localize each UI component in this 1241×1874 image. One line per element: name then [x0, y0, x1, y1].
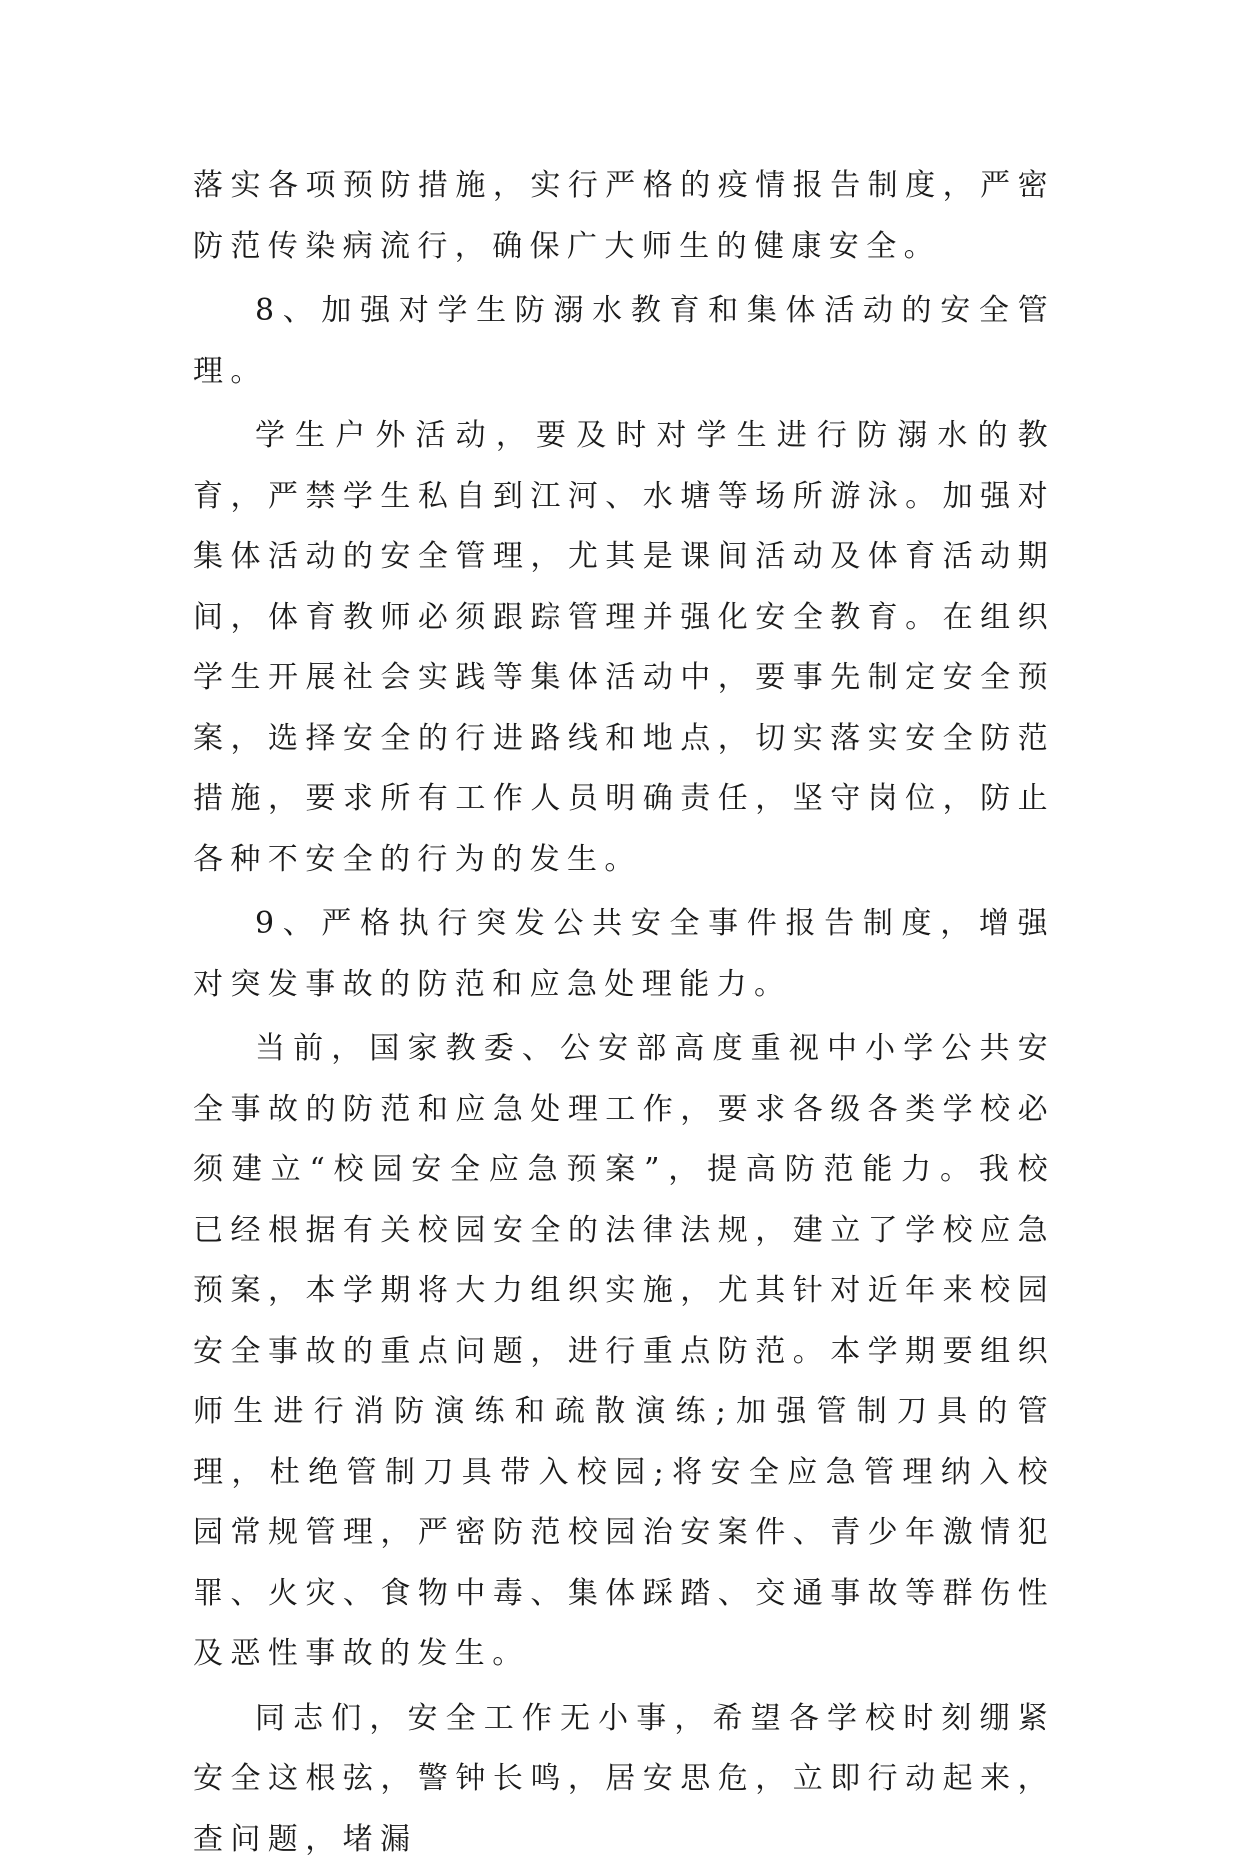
paragraph-closing: 同志们，安全工作无小事，希望各学校时刻绷紧安全这根弦，警钟长鸣，居安思危，立即行动起来，查问题，堵漏: [193, 1700, 1055, 1857]
paragraph-outdoor-activities: 学生户外活动，要及时对学生进行防溺水的教育，严禁学生私自到江河、水塘等场所游泳。加强对集体活动的安全管理，尤其是课间活动及体育活动期间，体育教师必须跟踪管理并强化安全教育。在组织学生开展社会实践等集体活动中，要事先制定安全预案，选择安全的行进路线和地点，切实落实安全防范措施，要求所有工作人员明确责任，坚守岗位，防止各种不安全的行为的发生。: [193, 418, 1055, 877]
document-body: [193, 156, 1055, 1874]
paragraph-continuation: 落实各项预防措施，实行严格的疫情报告制度，严密防范传染病流行，确保广大师生的健康安全。: [193, 168, 1055, 264]
paragraph-heading-9: 9、严格执行突发公共安全事件报告制度，增强对突发事故的防范和应急处理能力。: [193, 906, 1055, 1002]
paragraph-heading-8: 8、加强对学生防溺水教育和集体活动的安全管理。: [193, 293, 1055, 389]
paragraph-emergency-plan: 当前，国家教委、公安部高度重视中小学公共安全事故的防范和应急处理工作，要求各级各类学校必须建立“校园安全应急预案”，提高防范能力。我校已经根据有关校园安全的法律法规，建立了学校应急预案，本学期将大力组织实施，尤其针对近年来校园安全事故的重点问题，进行重点防范。本学期要组织师生进行消防演练和疏散演练;加强管制刀具的管理，杜绝管制刀具带入校园;将安全应急管理纳入校园常规管理，严密防范校园治安案件、青少年激情犯罪、火灾、食物中毒、集体踩踏、交通事故等群伤性及恶性事故的发生。: [193, 1031, 1055, 1671]
